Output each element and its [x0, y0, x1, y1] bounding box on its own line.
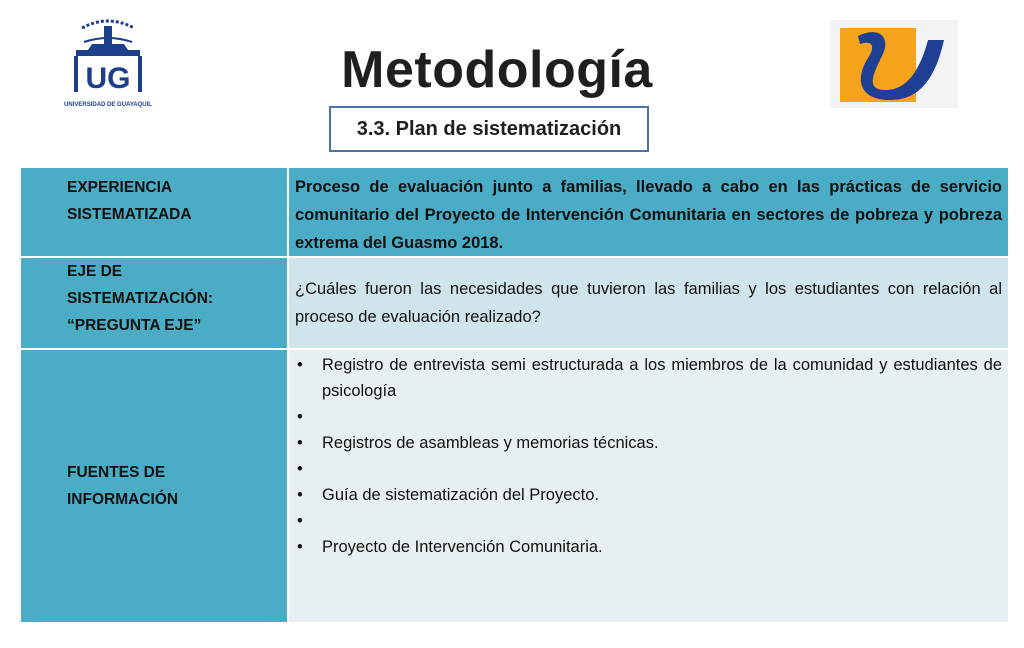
- pregunta-eje-content: [289, 258, 1010, 350]
- svg-text:UNIVERSIDAD DE GUAYAQUIL: UNIVERSIDAD DE GUAYAQUIL: [64, 102, 152, 108]
- bullet-icon: •: [297, 460, 303, 478]
- list-item: • Proyecto de Intervención Comunitaria.: [295, 534, 1002, 560]
- bullet-icon: •: [297, 512, 303, 530]
- label-line: INFORMACIÓN: [67, 491, 179, 508]
- section-subtitle-box: [329, 106, 649, 152]
- label-line: EXPERIENCIA: [67, 179, 173, 196]
- systematization-table: [21, 168, 1010, 624]
- label-line: EJE DE: [67, 263, 123, 280]
- bullet-icon: •: [297, 486, 303, 504]
- page-title: Metodología: [341, 41, 653, 99]
- label-line: SISTEMATIZACIÓN:: [67, 290, 214, 307]
- label-experiencia-sistematizada: [21, 168, 289, 258]
- experiencia-content: Proceso de evaluación junto a familias, llevado a cabo en las prácticas de servicio comunitario del Proyecto de Intervención Comunitaria en sectores de pobreza y pobreza extrema del Guasmo 2018.: [289, 168, 1010, 258]
- label-line: SISTEMATIZADA: [67, 206, 192, 223]
- list-item: • Guía de sistematización del Proyecto.: [295, 482, 1002, 508]
- sources-list: [295, 352, 1002, 560]
- list-item: [295, 456, 1002, 482]
- bullet-icon: •: [297, 538, 303, 556]
- label-line: FUENTES DE: [67, 464, 166, 481]
- bullet-icon: •: [297, 434, 303, 452]
- pregunta-eje-text: ¿Cuáles fueron las necesidades que tuvieron las familias y los estudiantes con relación al proceso de evaluación realizado?: [295, 280, 1002, 326]
- list-item: • Registros de asambleas y memorias técnicas.: [295, 430, 1002, 456]
- svg-text:UG: UG: [85, 62, 131, 95]
- label-line: “PREGUNTA EJE”: [67, 317, 202, 334]
- list-item: [295, 404, 1002, 430]
- bullet-icon: •: [297, 408, 303, 426]
- section-subtitle: 3.3. Plan de sistematización: [356, 117, 622, 140]
- fuentes-content: [289, 350, 1010, 624]
- list-item: • Registro de entrevista semi estructurada a los miembros de la comunidad y estudiantes de psicología: [295, 352, 1002, 404]
- label-eje-sistematizacion: [21, 258, 289, 350]
- list-item: [295, 508, 1002, 534]
- bullet-icon: •: [297, 356, 303, 374]
- label-fuentes-informacion: [21, 350, 289, 624]
